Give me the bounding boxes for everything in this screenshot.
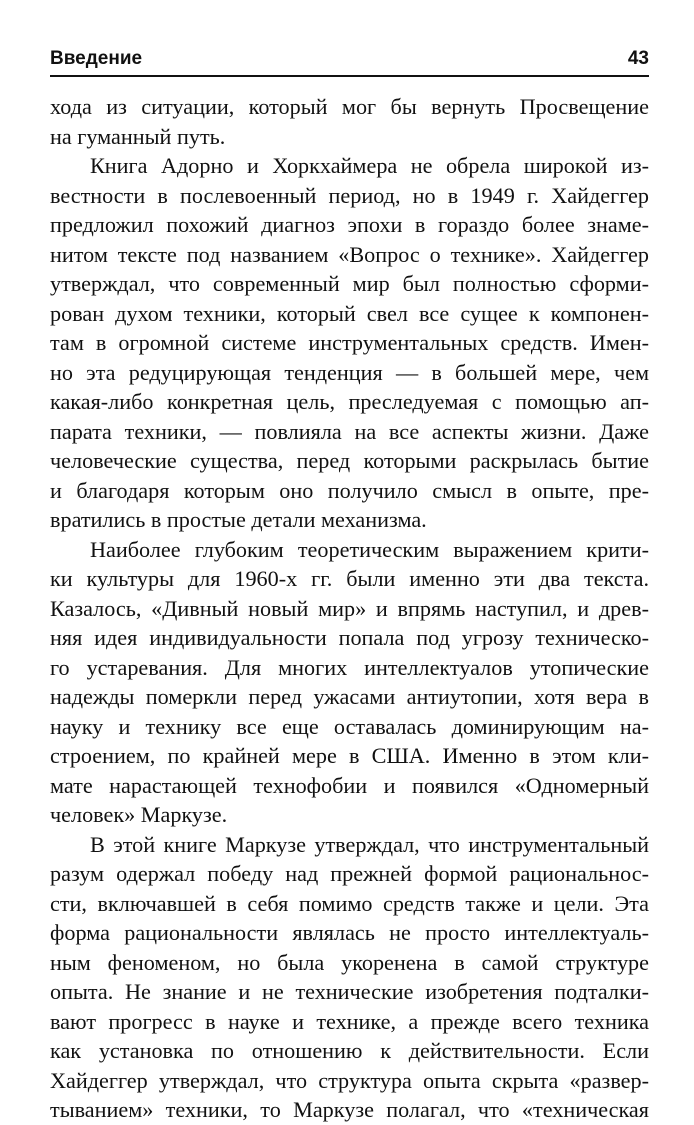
text-line: хода из ситуации, который мог бы вернуть Просвещение <box>50 94 649 119</box>
text-line: вестности в послевоенный период, но в 1949 г. Хайдеггер <box>50 182 649 208</box>
header-rule <box>50 75 649 77</box>
paragraph <box>50 830 649 1125</box>
text-line: предложил похожий диагноз эпохи в гораздо более знаме- <box>50 212 649 237</box>
text-line: Хайдеггер утверждал, что структура опыта скрыта «развер- <box>50 1067 649 1093</box>
text-line: сти, включавшей в себя помимо средств также и цели. Эта <box>50 890 649 916</box>
text-line: рован духом техники, который свел все сущее к компонен- <box>50 300 649 326</box>
text-line: ным феноменом, но была укоренена в самой структуре <box>50 949 649 975</box>
text-line: ки культуры для 1960-х гг. были именно эти два текста. <box>50 566 649 591</box>
text-line: В этой книге Маркузе утверждал, что инструментальный <box>90 831 649 857</box>
text-line: форма рациональности являлась не просто интеллектуаль- <box>50 920 649 945</box>
text-line: нитом тексте под названием «Вопрос о технике». Хайдеггер <box>50 241 649 267</box>
text-line: человек» Маркузе. <box>50 802 228 827</box>
text-line: надежды померкли перед ужасами антиутопии, хотя вера в <box>50 684 649 709</box>
text-line: разум одержал победу над прежней формой рациональнос- <box>50 861 649 886</box>
text-line: человеческие существа, перед которыми раскрылась бытие <box>50 448 649 473</box>
text-line: науку и технику все еще оставалась доминирующим на- <box>50 713 649 739</box>
text-line: строением, по крайней мере в США. Именно в этом кли- <box>50 743 649 768</box>
paragraph <box>50 151 649 535</box>
text-line: там в огромной системе инструментальных средств. Имен- <box>50 330 649 355</box>
text-line: няя идея индивидуальности попала под угрозу техническо- <box>50 625 649 650</box>
paragraph <box>50 535 649 830</box>
page-number: 43 <box>627 48 649 69</box>
text-line: утверждал, что современный мир был полностью сформи- <box>50 271 649 296</box>
text-line: вратились в простые детали механизма. <box>50 507 427 532</box>
text-line: Наиболее глубоким теоретическим выражением крити- <box>90 536 649 562</box>
paragraph <box>50 92 649 151</box>
text-line: тыванием» техники, то Маркузе полагал, что «техническая <box>50 1097 649 1122</box>
text-line: как установка по отношению к действительности. Если <box>50 1038 649 1063</box>
section-title: Введение <box>50 48 143 69</box>
text-line: мате нарастающей технофобии и появился «Одномерный <box>50 772 649 798</box>
text-line: Книга Адорно и Хоркхаймера не обрела широкой из- <box>90 153 649 178</box>
text-line: на гуманный путь. <box>50 123 226 149</box>
text-line: вают прогресс в науке и технике, а прежде всего техника <box>50 1008 649 1034</box>
text-line: какая-либо конкретная цель, преследуемая с помощью ап- <box>50 389 649 414</box>
text-line: парата техники, — повлияла на все аспекты жизни. Даже <box>50 418 649 444</box>
text-line: и благодаря которым оно получило смысл в опыте, пре- <box>50 477 649 503</box>
text-line: го устаревания. Для многих интеллектуалов утопические <box>50 654 649 680</box>
body-text <box>50 92 649 1125</box>
text-line: Казалось, «Дивный новый мир» и впрямь наступил, и древ- <box>50 595 649 621</box>
text-line: но эта редуцирующая тенденция — в большей мере, чем <box>50 359 649 385</box>
running-head <box>50 44 649 74</box>
text-line: опыта. Не знание и не технические изобретения подталки- <box>50 979 649 1004</box>
